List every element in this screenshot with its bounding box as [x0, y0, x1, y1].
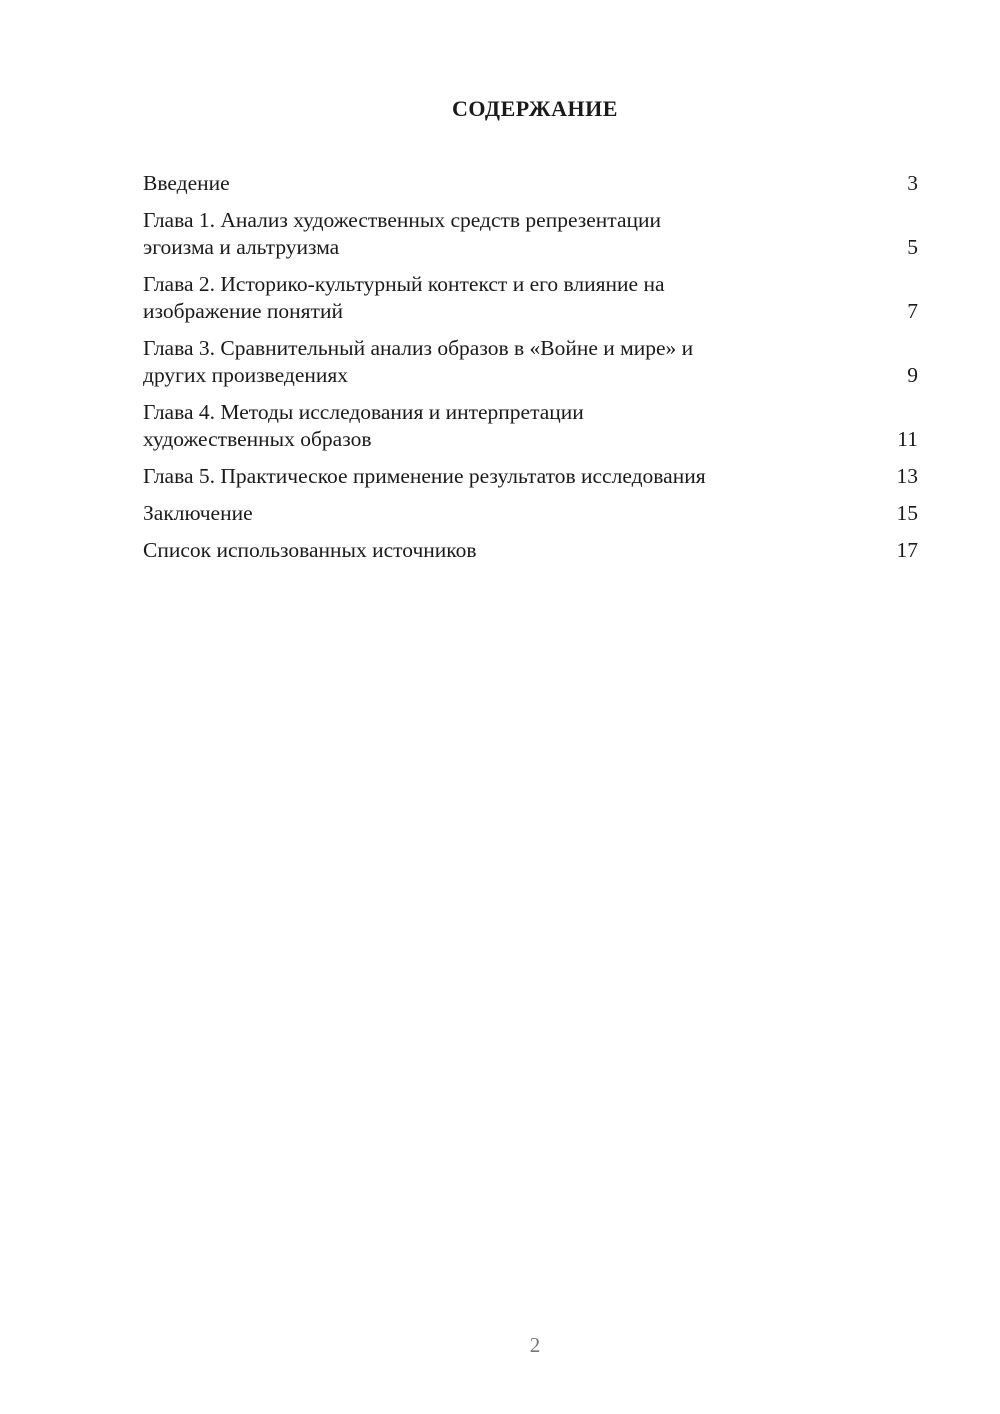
page-number: 2 — [529, 1333, 541, 1357]
toc-entry-text: Глава 4. Методы исследования и интерпретации художественных образов — [143, 400, 584, 451]
toc-entry-chapter-3[interactable] — [143, 335, 918, 389]
toc-entry-page: 7 — [907, 299, 918, 323]
toc-entry-page: 3 — [907, 171, 918, 195]
toc-entry-page: 9 — [907, 363, 918, 387]
toc-entry-conclusion[interactable] — [143, 500, 918, 527]
toc-entry-text: Введение — [143, 171, 230, 195]
toc-entry-text: Глава 5. Практическое применение результатов исследования — [143, 464, 706, 488]
toc-entry-text: Список использованных источников — [143, 538, 477, 562]
toc-entry-chapter-1[interactable] — [143, 207, 918, 261]
table-of-contents — [143, 170, 918, 574]
toc-entry-text: Глава 2. Историко-культурный контекст и его влияние на изображение понятий — [143, 272, 665, 323]
toc-entry-page: 15 — [896, 501, 918, 525]
toc-entry-text: Глава 1. Анализ художественных средств репрезентации эгоизма и альтруизма — [143, 208, 662, 259]
toc-entry-text: Глава 3. Сравнительный анализ образов в «Войне и мире» и других произведениях — [143, 336, 694, 387]
toc-entry-text: Заключение — [143, 501, 253, 525]
toc-entry-page: 11 — [897, 427, 918, 451]
toc-entry-chapter-5[interactable] — [143, 463, 918, 490]
page-title: СОДЕРЖАНИЕ — [452, 96, 618, 121]
toc-entry-page: 13 — [896, 464, 918, 488]
toc-entry-chapter-4[interactable] — [143, 399, 918, 453]
toc-entry-introduction[interactable] — [143, 170, 918, 197]
toc-entry-chapter-2[interactable] — [143, 271, 918, 325]
toc-entry-page: 17 — [896, 538, 918, 562]
toc-entry-page: 5 — [907, 235, 918, 259]
toc-entry-references[interactable] — [143, 537, 918, 564]
